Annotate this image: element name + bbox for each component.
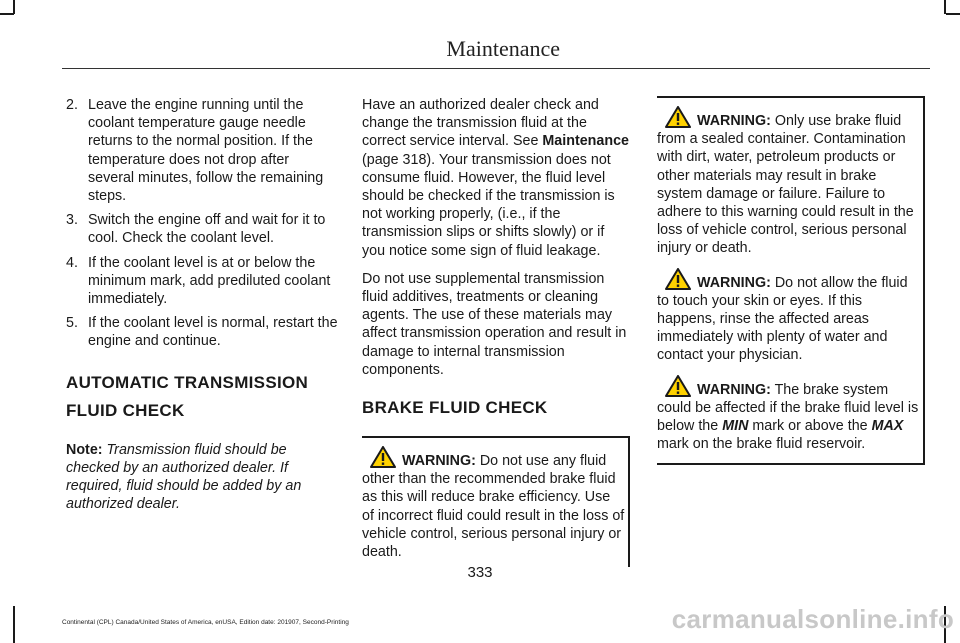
watermark: carmanualsonline.info	[671, 604, 954, 634]
section-heading-brake-fluid: BRAKE FLUID CHECK	[362, 398, 548, 418]
crop-mark-top-right-h	[946, 13, 960, 15]
transmission-paragraph-2: Do not use supplemental transmission fluid additives, treatments or cleaning agents. The use of these materials may affect transmission operation and result in damage to internal transmission components.	[362, 270, 627, 378]
step-item: 5. If the coolant level is normal, restart the engine and continue.	[66, 315, 338, 350]
column-1	[66, 96, 338, 523]
crop-mark-top-left-h	[0, 13, 14, 15]
page-number: 333	[467, 564, 493, 581]
note-paragraph: Note: Transmission fluid should be checked by an authorized dealer. If required, fluid should be added by an authorized dealer.	[66, 441, 302, 513]
column-3	[657, 96, 925, 465]
warning-triangle-icon	[370, 446, 396, 468]
crop-mark-top-right-v	[944, 0, 946, 14]
warning-item: WARNING: Do not allow the fluid to touch your skin or eyes. If this happens, rinse the affected areas immediately with plenty of water and contact your physician.	[657, 268, 921, 365]
warning-item: WARNING: Only use brake fluid from a sealed container. Contamination with dirt, water, petroleum products or other materials may result in brake system damage or failure. Failure to adhere to this warning could result in the loss of vehicle control, serious personal injury or death.	[657, 106, 921, 258]
step-item: 4. If the coolant level is at or below the minimum mark, add prediluted coolant immediately.	[66, 254, 331, 308]
footer-edition-text: Continental (CPL) Canada/United States of America, enUSA, Edition date: 201907, Second-Printing	[62, 619, 349, 626]
page-header-title: Maintenance	[446, 36, 560, 61]
warning-box	[657, 96, 925, 465]
section-heading-transmission: AUTOMATIC TRANSMISSION FLUID CHECK	[66, 372, 309, 420]
procedure-steps	[66, 96, 338, 351]
warning-item: WARNING: The brake system could be affected if the brake fluid level is below the MIN mark or above the MAX mark on the brake fluid reservoir.	[657, 375, 921, 454]
column-2	[362, 96, 630, 567]
warning-triangle-icon	[665, 375, 691, 397]
step-item: 3. Switch the engine off and wait for it to cool. Check the coolant level.	[66, 212, 326, 247]
crop-mark-top-left-v	[13, 0, 15, 14]
transmission-paragraph-1: Have an authorized dealer check and change the transmission fluid at the correct service interval. See Maintenance (page 318). Your transmission does not consume fluid. However, the fluid level should be checked if the transmission is not working properly, (i.e., if the transmission slips or shifts slowly) or if you notice some sign of fluid leakage.	[362, 97, 629, 259]
warning-triangle-icon	[665, 106, 691, 128]
maintenance-link[interactable]: Maintenance	[542, 133, 629, 150]
step-item: 2. Leave the engine running until the coolant temperature gauge needle returns to the normal position. If the temperature does not drop after several minutes, follow the remaining steps.	[66, 97, 324, 205]
header-rule	[62, 68, 930, 69]
crop-mark-bottom-left-v	[13, 606, 15, 643]
warning-box: WARNING: Do not use any fluid other than the recommended brake fluid as this will reduce brake efficiency. Use of incorrect fluid could result in the loss of vehicle control, serious personal injury or death.	[362, 436, 630, 567]
warning-triangle-icon	[665, 268, 691, 290]
